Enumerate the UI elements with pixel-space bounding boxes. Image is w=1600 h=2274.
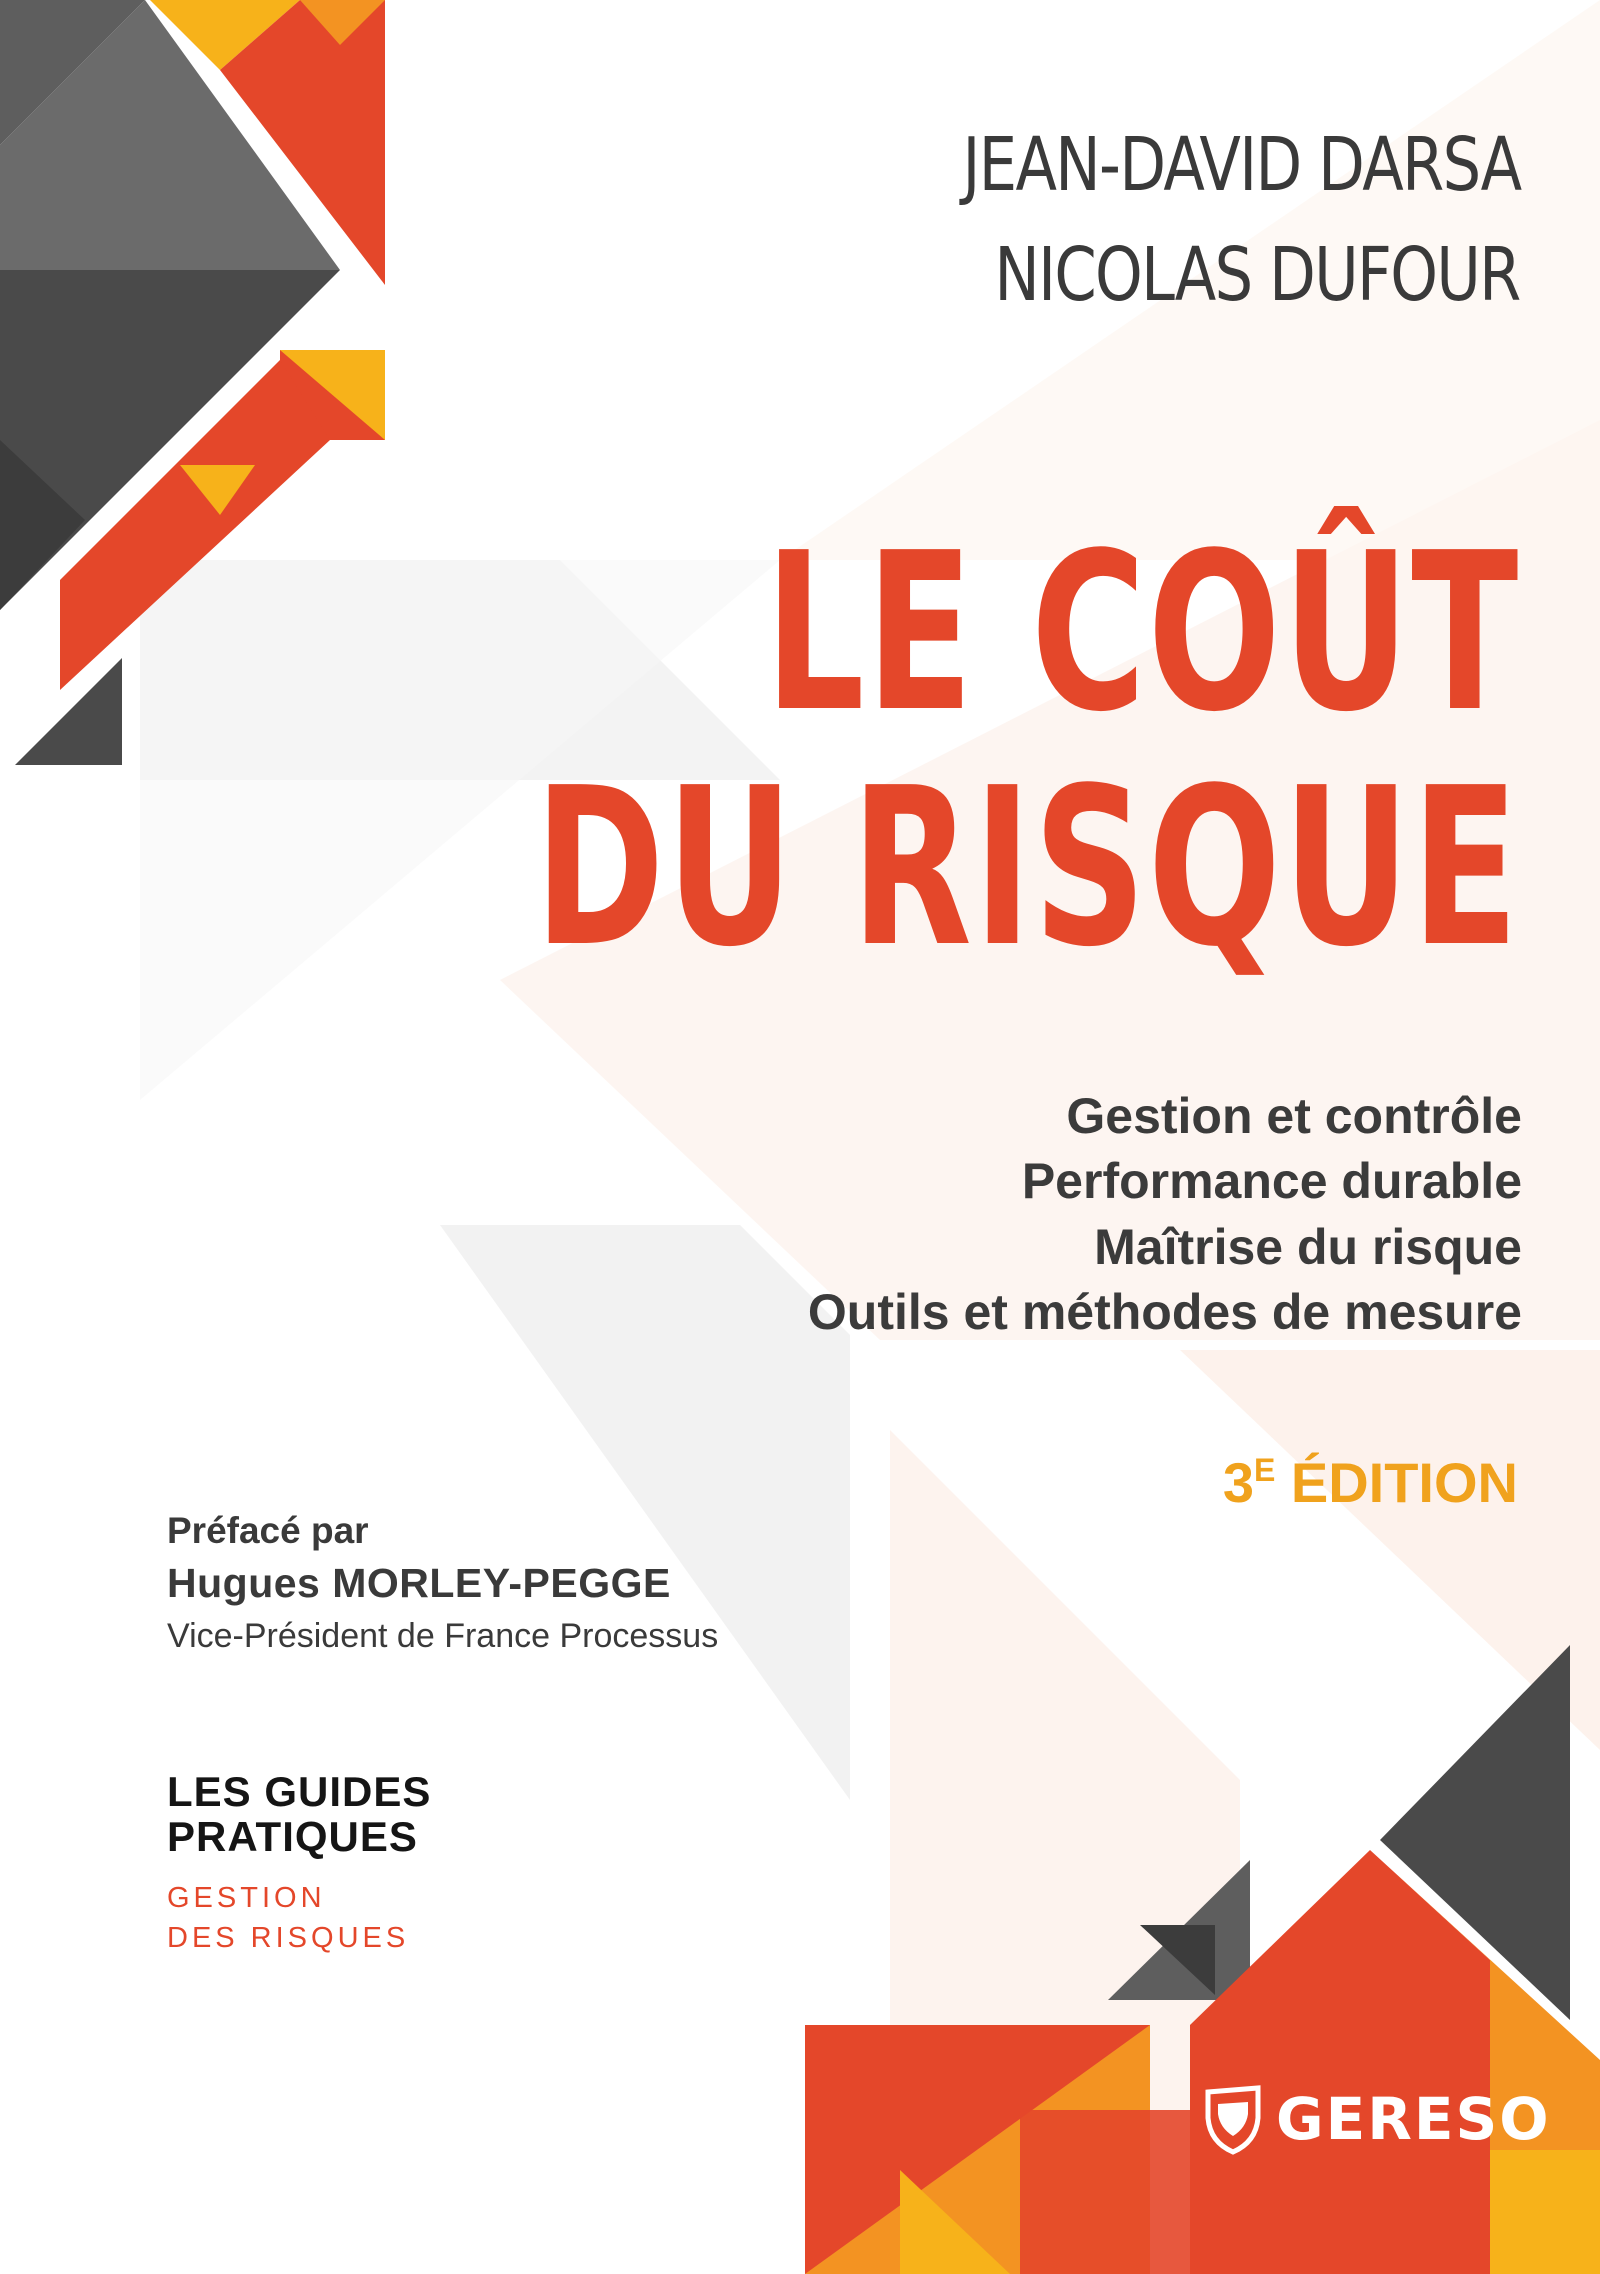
subtitle-line: Maîtrise du risque: [1094, 1219, 1522, 1275]
preface-author: Hugues MORLEY-PEGGE: [167, 1560, 671, 1606]
bg-triangle-light-3: [440, 1225, 850, 1800]
br-red-mid: [1020, 2110, 1190, 2274]
br-yellow-corner: [1490, 2150, 1600, 2274]
author-name: JEAN-DAVID DARSA: [962, 122, 1520, 208]
series-name: DES RISQUES: [167, 1922, 410, 1954]
author-name: NICOLAS DUFOUR: [994, 232, 1520, 318]
edition-number: 3: [1222, 1451, 1254, 1514]
publisher-name: GERESO: [1276, 2085, 1551, 2153]
book-title-line: LE COÛT: [764, 507, 1520, 760]
preface-label: Préfacé par: [167, 1510, 369, 1551]
edition-label: [1223, 1450, 1518, 1515]
subtitle-line: Performance durable: [1021, 1153, 1522, 1209]
preface-role: Vice-Président de France Processus: [167, 1617, 719, 1655]
collection-title: LES GUIDES: [167, 1768, 432, 1815]
edition-superscript: E: [1253, 1452, 1276, 1488]
book-title-line: DU RISQUE: [534, 742, 1520, 995]
subtitle-line: Outils et méthodes de mesure: [807, 1284, 1522, 1340]
subtitle-line: Gestion et contrôle: [1066, 1088, 1522, 1144]
edition-text: ÉDITION: [1290, 1451, 1518, 1514]
series-name: GESTION: [167, 1882, 326, 1914]
collection-title: PRATIQUES: [167, 1813, 418, 1860]
